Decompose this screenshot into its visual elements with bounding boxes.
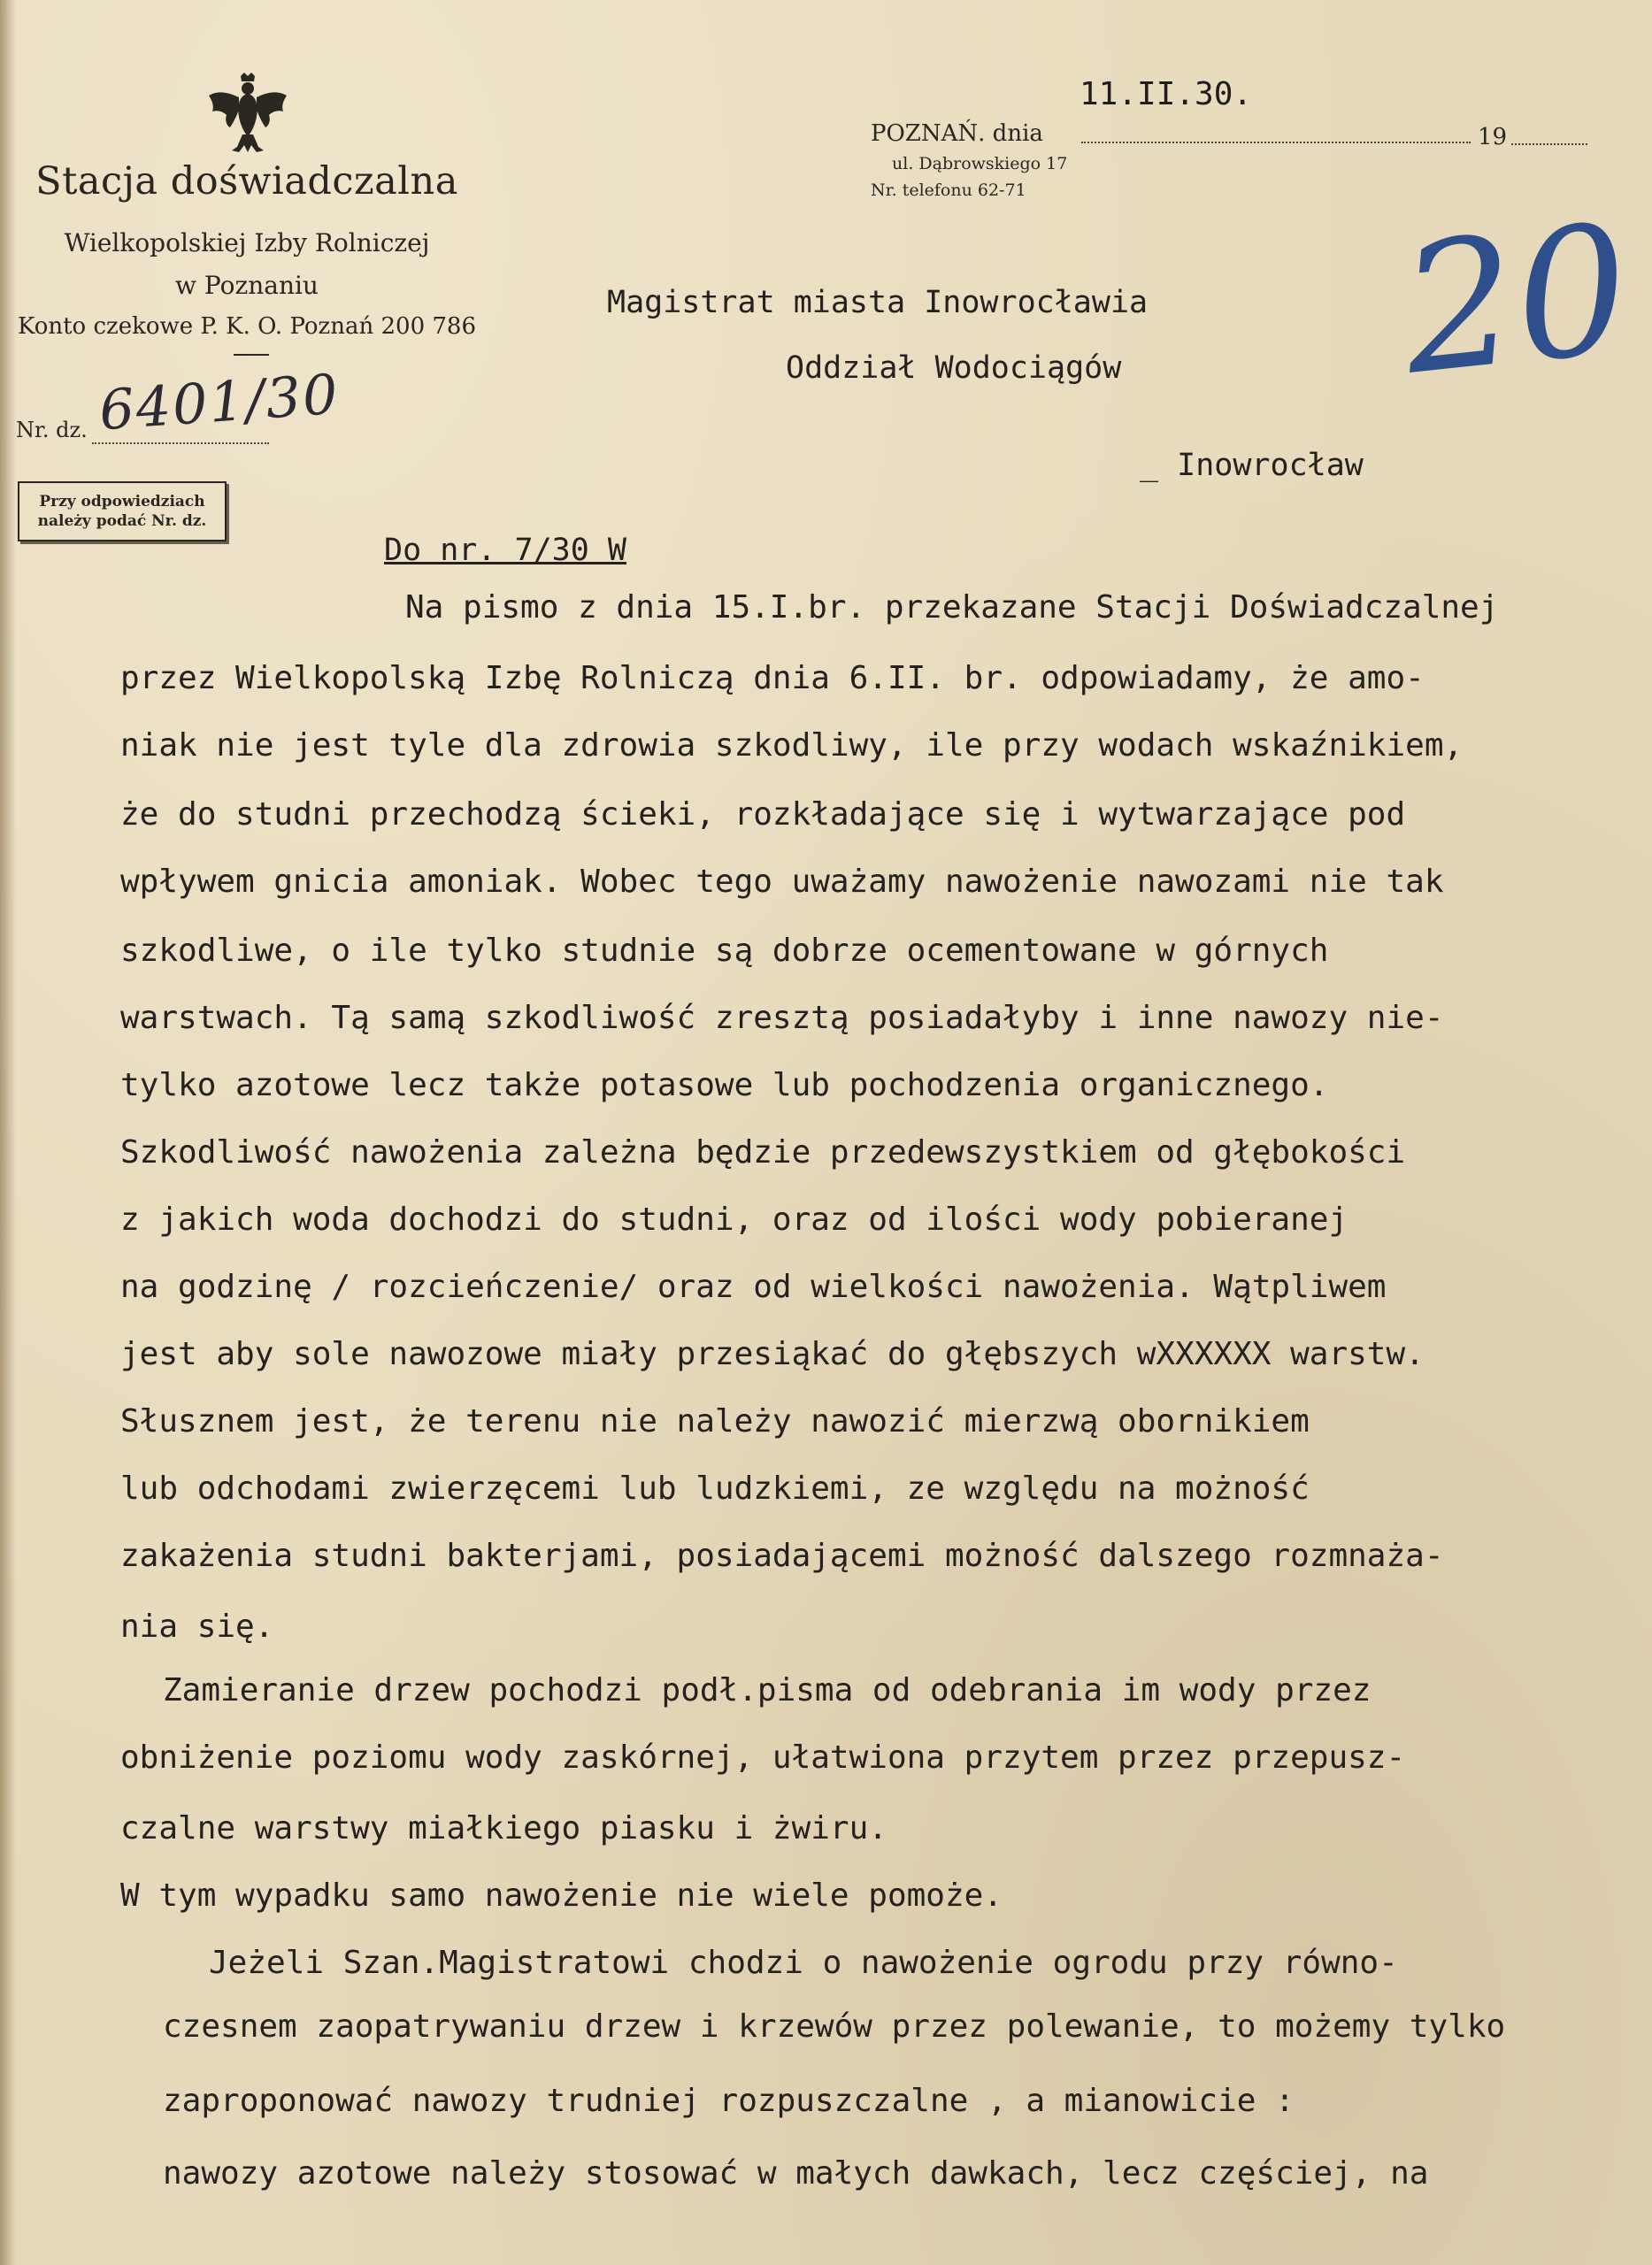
place-label: POZNAŃ. dnia: [871, 120, 1043, 147]
station-name: Stacja doświadczalna: [35, 159, 458, 203]
body-line: Szkodliwość nawożenia zależna będzie przedewszystkiem od głębokości: [120, 1134, 1406, 1171]
body-line: że do studni przechodzą ścieki, rozkładające się i wytwarzające pod: [120, 796, 1406, 833]
body-line: warstwach. Tą samą szkodliwość zresztą posiadałyby i inne nawozy nie-: [120, 1000, 1444, 1036]
recipient-line-1: Magistrat miasta Inowrocławia: [607, 285, 1149, 320]
body-line: nia się.: [120, 1609, 274, 1645]
body-line: lub odchodami zwierzęcemi lub ludzkiemi, ze względu na możność: [120, 1470, 1310, 1507]
body-line: Słusznem jest, że terenu nie należy nawozić mierzwą obornikiem: [120, 1403, 1310, 1440]
body-line: nawozy azotowe należy stosować w małych dawkach, lecz częściej, na: [163, 2155, 1429, 2192]
body-line: obniżenie poziomu wody zaskórnej, ułatwiona przytem przez przepusz-: [120, 1739, 1406, 1776]
body-line: tylko azotowe lecz także potasowe lub pochodzenia organicznego.: [120, 1067, 1329, 1103]
reply-notice-line-1: Przy odpowiedziach: [39, 493, 205, 511]
body-line: zaproponować nawozy trudniej rozpuszczalne , a mianowicie :: [163, 2083, 1295, 2119]
body-line: szkodliwe, o ile tylko studnie są dobrze ocementowane w górnych: [120, 933, 1329, 969]
year-prefix: 19: [1478, 124, 1508, 150]
recipient-city: _ Inowrocław: [1140, 448, 1364, 483]
body-line: zakażenia studni bakterjami, posiadającemi możność dalszego rozmnaża-: [120, 1538, 1444, 1574]
reference-number: Do nr. 7/30 W: [384, 533, 626, 568]
body-line: na godzinę / rozcieńczenie/ oraz od wielkości nawożenia. Wątpliwem: [120, 1269, 1387, 1305]
nr-dz-handwritten: 6401/30: [96, 361, 342, 443]
body-line: z jakich woda dochodzi do studni, oraz od ilości wody pobieranej: [120, 1202, 1348, 1238]
bank-account: Konto czekowe P. K. O. Poznań 200 786: [17, 313, 477, 340]
handwritten-number: 20: [1393, 186, 1639, 415]
street-address: ul. Dąbrowskiego 17: [892, 154, 1068, 173]
body-line: W tym wypadku samo nawożenie nie wiele pomoże.: [120, 1877, 1003, 1914]
phone-number: Nr. telefonu 62-71: [871, 180, 1026, 200]
body-line: czesnem zaopatrywaniu drzew i krzewów przez polewanie, to możemy tylko: [163, 2008, 1506, 2045]
reply-notice-line-2: należy podać Nr. dz.: [37, 512, 207, 530]
body-line: Na pismo z dnia 15.I.br. przekazane Stacji Doświadczalnej: [405, 589, 1499, 626]
body-line: Jeżeli Szan.Magistratowi chodzi o nawożenie ogrodu przy równo-: [209, 1945, 1398, 1981]
chamber-name: Wielkopolskiej Izby Rolniczej: [64, 228, 430, 257]
typed-date: 11.II.30.: [1080, 76, 1253, 112]
body-line: czalne warstwy miałkiego piasku i żwiru.: [120, 1810, 887, 1847]
body-line: niak nie jest tyle dla zdrowia szkodliwy, ile przy wodach wskaźnikiem,: [120, 727, 1464, 764]
recipient-line-2: Oddział Wodociągów: [786, 350, 1122, 386]
nr-dz-label: Nr. dz.: [16, 418, 88, 442]
body-line: przez Wielkopolską Izbę Rolniczą dnia 6.II. br. odpowiadamy, że amo-: [120, 660, 1425, 696]
body-line: Zamieranie drzew pochodzi podł.pisma od odebrania im wody przez: [163, 1672, 1372, 1708]
body-line: jest aby sole nawozowe miały przesiąkać do głębszych wXXXXXX warstw.: [120, 1336, 1425, 1372]
city-line: w Poznaniu: [175, 271, 319, 300]
body-line: wpływem gnicia amoniak. Wobec tego uważamy nawożenie nawozami nie tak: [120, 864, 1444, 900]
